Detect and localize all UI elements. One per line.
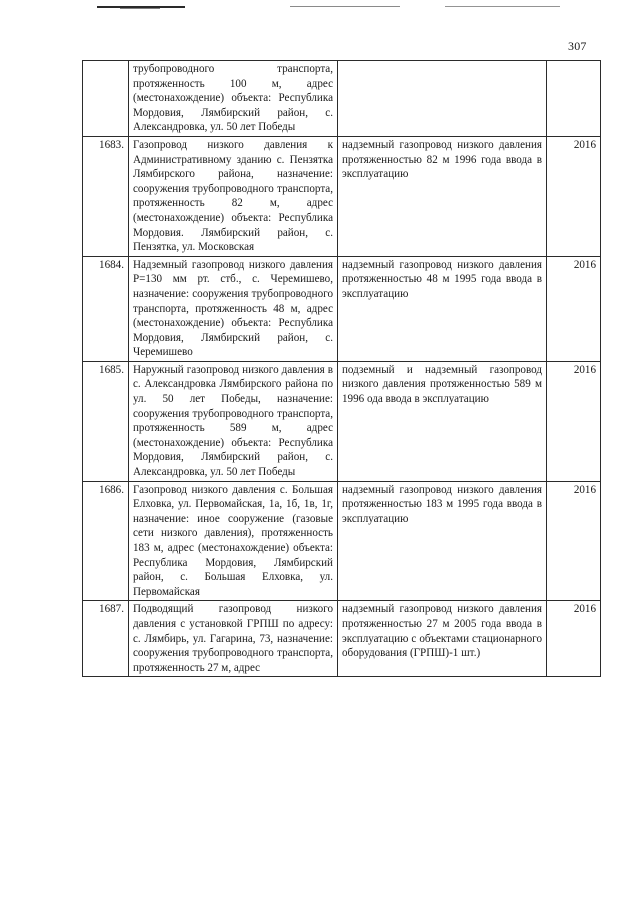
object-name-cell-text: Газопровод низкого давления с. Большая Елховка, ул. Первомайская, 1а, 1б, 1в, 1г, назначение: иное сооружение (газовые сети низкого давления), протяженность 183 м, адрес (местонахождение) объекта: Республика Мордовия, Лямбирский район, с. Большая Елховка, ул. Первомайская bbox=[133, 483, 333, 598]
object-description-cell-text: надземный газопровод низкого давления протяженностью 183 м 1995 года ввода в эксплуатацию bbox=[342, 483, 542, 525]
scan-artifact bbox=[290, 6, 400, 7]
row-number bbox=[83, 61, 129, 137]
object-description-cell bbox=[338, 136, 547, 256]
year-cell bbox=[547, 481, 601, 601]
object-name-cell-text: Надземный газопровод низкого давления Р=130 мм рт. стб., с. Черемишево, назначение: сооружения трубопроводного транспорта, протяженность 48 м, адрес (местонахождение) объекта: Республика Мордовия, Лямбирский район, с. Черемишево bbox=[133, 258, 333, 359]
row-number-text: 1685. bbox=[99, 363, 124, 376]
table-row bbox=[83, 136, 601, 256]
table-row bbox=[83, 256, 601, 361]
page-number: 307 bbox=[568, 39, 587, 53]
row-number bbox=[83, 361, 129, 481]
row-number bbox=[83, 256, 129, 361]
year-cell bbox=[547, 601, 601, 677]
year-cell bbox=[547, 136, 601, 256]
object-name-cell-text: Газопровод низкого давления к Административному зданию с. Пензятка Лямбирского района, назначение: сооружения трубопроводного транспорта, протяженность 82 м, адрес (местонахождение) объекта: Республика Мордовия. Лямбирский район, с. Пензятка, ул. Московская bbox=[133, 138, 333, 254]
object-description-cell bbox=[338, 61, 547, 137]
row-number-text: 1684. bbox=[99, 258, 124, 271]
object-description-cell-text: надземный газопровод низкого давления протяженностью 48 м 1995 года ввода в эксплуатацию bbox=[342, 258, 542, 300]
object-description-cell bbox=[338, 601, 547, 677]
table-row bbox=[83, 361, 601, 481]
row-number bbox=[83, 136, 129, 256]
row-number bbox=[83, 601, 129, 677]
row-number-text: 1683. bbox=[99, 138, 124, 151]
object-name-cell-text: Подводящий газопровод низкого давления с установкой ГРПШ по адресу: с. Лямбирь, ул. Гагарина, 73, назначение: сооружения трубопроводного транспорта, протяженность 27 м, адрес bbox=[133, 603, 333, 674]
year-cell bbox=[547, 361, 601, 481]
property-registry-table bbox=[82, 60, 601, 677]
object-name-cell-text: Наружный газопровод низкого давления в с. Александровка Лямбирского района по ул. 50 лет Победы, назначение: сооружения трубопроводного транспорта, протяженность 589 м, адрес (местонахождение) объекта: Республика Мордовия, Лямбирский район, с. Александровка, ул. 50 лет Победы bbox=[133, 363, 333, 479]
year-cell-text: 2016 bbox=[573, 138, 596, 151]
object-name-cell bbox=[129, 256, 338, 361]
row-number-text: 1687. bbox=[99, 603, 124, 616]
year-cell bbox=[547, 61, 601, 137]
object-name-cell-text: трубопроводного транспорта, протяженность 100 м, адрес (местонахождение) объекта: Республика Мордовия, Лямбирский район, с. Александровка, ул. 50 лет Победы bbox=[133, 63, 333, 134]
year-cell-text: 2016 bbox=[573, 258, 596, 271]
row-number-text: 1686. bbox=[99, 483, 124, 496]
object-name-cell bbox=[129, 481, 338, 601]
year-cell-text: 2016 bbox=[573, 363, 596, 376]
year-cell-text: 2016 bbox=[573, 603, 596, 616]
object-description-cell-text: надземный газопровод низкого давления протяженностью 82 м 1996 года ввода в эксплуатацию bbox=[342, 138, 542, 181]
row-number bbox=[83, 481, 129, 601]
object-description-cell-text: подземный и надземный газопровод низкого давления протяженностью 589 м 1996 ода ввода в эксплуатацию bbox=[342, 363, 542, 406]
object-name-cell bbox=[129, 61, 338, 137]
table-row bbox=[83, 601, 601, 677]
table-row bbox=[83, 481, 601, 601]
object-description-cell bbox=[338, 481, 547, 601]
object-name-cell bbox=[129, 361, 338, 481]
year-cell-text: 2016 bbox=[573, 483, 596, 496]
table-row bbox=[83, 61, 601, 137]
year-cell bbox=[547, 256, 601, 361]
object-name-cell bbox=[129, 136, 338, 256]
object-description-cell bbox=[338, 256, 547, 361]
object-name-cell bbox=[129, 601, 338, 677]
object-description-cell-text: надземный газопровод низкого давления протяженностью 27 м 2005 года ввода в эксплуатацию с объектами стационарного оборудования (ГРПШ)-1 шт.) bbox=[342, 603, 542, 660]
scan-artifact bbox=[445, 6, 560, 7]
scan-artifact bbox=[120, 8, 160, 9]
object-description-cell bbox=[338, 361, 547, 481]
